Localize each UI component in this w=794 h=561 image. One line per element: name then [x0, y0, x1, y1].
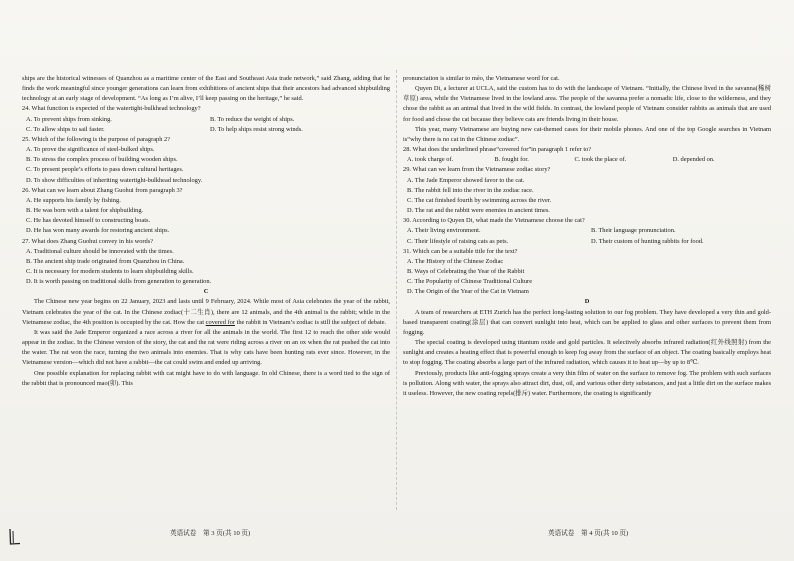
- q26-option-a[interactable]: A. He supports his family by fishing.: [26, 196, 121, 204]
- q29-option-b[interactable]: B. The rabbit fell into the river in the zodiac race.: [407, 186, 534, 194]
- q25-option-b[interactable]: B. To stress the complex process of building wooden ships.: [26, 156, 178, 164]
- right-column: [403, 74, 771, 399]
- question-26-stem: 26. What can we learn about Zhang Guohui from paragraph 3?: [22, 186, 183, 194]
- page-footer-left: 英语试卷 第 3 页(共 10 页): [170, 530, 251, 537]
- q31-option-b[interactable]: B. Ways of Celebrating the Year of the Rabbit: [407, 267, 525, 275]
- q30-option-a[interactable]: A. Their living environment.: [407, 227, 481, 235]
- question-27-stem: 27. What does Zhang Guohui convey in his words?: [22, 237, 154, 245]
- q29-option-c[interactable]: C. The cat finished fourth by swimming across the river.: [407, 196, 552, 204]
- passage-c-p1-tail: the rabbit in Vietnam’s zodiac is still the subject of debate.: [236, 318, 387, 326]
- column-divider: [396, 70, 397, 510]
- passage-c-paragraph-3-cont: pronunciation is similar to mèo, the Vietnamese word for cat.: [403, 75, 560, 82]
- q25-option-d[interactable]: D. To show difficulties of inheriting watertight-bulkhead technology.: [26, 176, 203, 184]
- q30-option-c[interactable]: C. Their lifestyle of raising cats as pets.: [407, 237, 509, 245]
- q24-option-a[interactable]: A. To prevent ships from sinking.: [26, 115, 112, 123]
- passage-c-p1-text: The Chinese new year begins on 22 January, 2023 and lasts until 9 February, 2024. While most of Asia celebrates the year of the rabbit, Vietnam celebrates the year of the cat. In the Chinese zodiac(十二生肖), there are 12 animals, and the 4th animal is the rabbit; while in the Vietnamese zodiac, the 4th position is occupied by the cat. How the cat: [22, 298, 390, 326]
- passage-d-paragraph-2: The special coating is developed using titanium oxide and gold particles. It selectively absorbs infrared radiation(红外线照射) from the sunlight and creates a heating effect that is powerful enough to keep fog away from the surface of an object. The coating basically employs heat to stop fogging. The coating absorbs a large part of the infrared radiation, which causes it to heat up—by up to 8℃.: [403, 339, 771, 367]
- q30-option-b[interactable]: B. Their language pronunciation.: [591, 227, 676, 235]
- question-28-options: [403, 155, 771, 165]
- passage-b-ending: ships are the historical witnesses of Quanzhou as a maritime center of the East and Southeast Asia trade network,” said Zhang, adding that he finds the work meaningful since younger generations can learn from exhibitions of ancient ships that their ancestors had advanced shipbuilding technology at an early stage of development. “As long as I’m alive, I’ll keep passing on the heritage,” he said.: [22, 75, 390, 103]
- question-28-stem: 28. What does the underlined phrase“covered for”in paragraph 1 refer to?: [403, 146, 592, 154]
- q27-option-b[interactable]: B. The ancient ship trade originated from Quanzhou in China.: [26, 257, 185, 265]
- passage-c-paragraph-1: [22, 297, 390, 327]
- q30-option-d[interactable]: D. Their custom of hunting rabbits for food.: [591, 237, 704, 245]
- passage-d-paragraph-1: A team of researchers at ETH Zurich has the perfect long-lasting solution to our fog problem. They have developed a very thin and gold-based transparent coating(涂层) that can convert sunlight into heat, which can be applied to glass and other surfaces to prevent them from fogging.: [403, 308, 771, 336]
- q24-option-c[interactable]: C. To allow ships to sail faster.: [26, 125, 105, 133]
- q31-option-a[interactable]: A. The History of the Chinese Zodiac: [407, 257, 504, 265]
- question-25-stem: 25. Which of the following is the purpose of paragraph 2?: [22, 135, 171, 143]
- corner-pen-mark-icon: [8, 528, 22, 546]
- q31-option-c[interactable]: C. The Popularity of Chinese Traditional Culture: [407, 278, 533, 286]
- question-29-stem: 29. What can we learn from the Vietnamese zodiac story?: [403, 166, 551, 174]
- left-column: [22, 74, 390, 389]
- question-24-options-row-2: [22, 125, 390, 135]
- q25-option-a[interactable]: A. To prove the significance of steel-bulked ships.: [26, 146, 155, 154]
- passage-c-paragraph-2: It was said the Jade Emperor organized a race across a river for all the animals in the world. The first 12 to reach the other side would appear in the zodiac. In the Chinese version of the story, the cat and the rat were riding across a river on an ox when the rat pushed the cat into the water. The rat won the race, turning the two animals into enemies. That is why cats have been hunting rats ever since. However, in the Vietnamese version—which did not have a rabbit—the cat could swim and ended up arriving.: [22, 328, 390, 367]
- q26-option-c[interactable]: C. He has devoted himself to constructing boats.: [26, 217, 151, 225]
- question-31-stem: 31. Which can be a suitable title for the text?: [403, 247, 518, 255]
- q27-option-d[interactable]: D. It is worth passing on traditional skills from generation to generation.: [26, 278, 212, 286]
- underlined-phrase: covered for: [205, 318, 235, 326]
- q29-option-a[interactable]: A. The Jade Emperor showed favor to the cat.: [407, 176, 525, 184]
- q25-option-c[interactable]: C. To present people’s efforts to pass down cultural heritages.: [26, 166, 184, 174]
- passage-c-paragraph-3: One possible explanation for replacing rabbit with cat might have to do with language. In old Chinese, there is a word tied to the sign of the rabbit that is pronounced mao(卯). This: [22, 369, 390, 387]
- passage-d-paragraph-3: Previously, products like anti-fogging sprays create a very thin film of water on the surface to remove fog. The problem with such surfaces is pollution. Along with water, the sprays also attract dirt, dust, oil, and various other dirty substances, and just a little dirt on the surface makes it useless. However, the new coating repels(排斥) water. Furthermore, the coating is significantly: [403, 369, 771, 397]
- question-30-options-row-2: [403, 237, 771, 247]
- q24-option-b[interactable]: B. To reduce the weight of ships.: [210, 115, 295, 123]
- page-footer-right: 英语试卷 第 4 页(共 10 页): [548, 530, 629, 537]
- section-c-heading: C: [203, 288, 209, 296]
- q28-option-d[interactable]: D. depended on.: [672, 156, 715, 164]
- question-30-stem: 30. According to Quyen Di, what made the Vietnamese choose the cat?: [403, 217, 585, 225]
- q31-option-d[interactable]: D. The Origin of the Year of the Cat in Vietnam: [407, 288, 529, 296]
- question-24-stem: 24. What function is expected of the watertight-bulkhead technology?: [22, 105, 201, 113]
- q28-option-b[interactable]: B. fought for.: [494, 156, 529, 164]
- q24-option-d[interactable]: D. To help ships resist strong winds.: [210, 125, 303, 133]
- q27-option-a[interactable]: A. Traditional culture should be innovated with the times.: [26, 247, 174, 255]
- section-d-heading: D: [584, 298, 590, 306]
- q28-option-c[interactable]: C. took the place of.: [574, 156, 627, 164]
- q27-option-c[interactable]: C. It is necessary for modern students to learn shipbuilding skills.: [26, 267, 194, 275]
- q26-option-d[interactable]: D. He has won many awards for restoring ancient ships.: [26, 227, 170, 235]
- q28-option-a[interactable]: A. took charge of.: [407, 156, 454, 164]
- passage-c-paragraph-4: Quyen Di, a lecturer at UCLA, said the custom has to do with the landscape of Vietnam. “Initially, the Chinese lived in the savanna(稀树草原) area, while the Vietnamese lived in the lowland area. The people of the savanna prefer a nomadic life, close to the wilderness, and they chose the rabbit as an animal that lived in the wild fields. In contrast, the lowland people of Vietnam consider rabbits as animals that are used for food and chose the cat because they believe cats are friends living in their house.: [403, 85, 771, 123]
- question-24-options-row-1: [22, 115, 390, 125]
- passage-c-paragraph-5: This year, many Vietnamese are buying new cat-themed cases for their mobile phones. And one of the top Google searches in Vietnam is“why there is no cat in the Chinese zodiac”.: [403, 125, 771, 143]
- q26-option-b[interactable]: B. He was born with a talent for shipbuilding.: [26, 207, 144, 215]
- question-30-options-row-1: [403, 226, 771, 236]
- q29-option-d[interactable]: D. The rat and the rabbit were enemies in ancient times.: [407, 207, 550, 215]
